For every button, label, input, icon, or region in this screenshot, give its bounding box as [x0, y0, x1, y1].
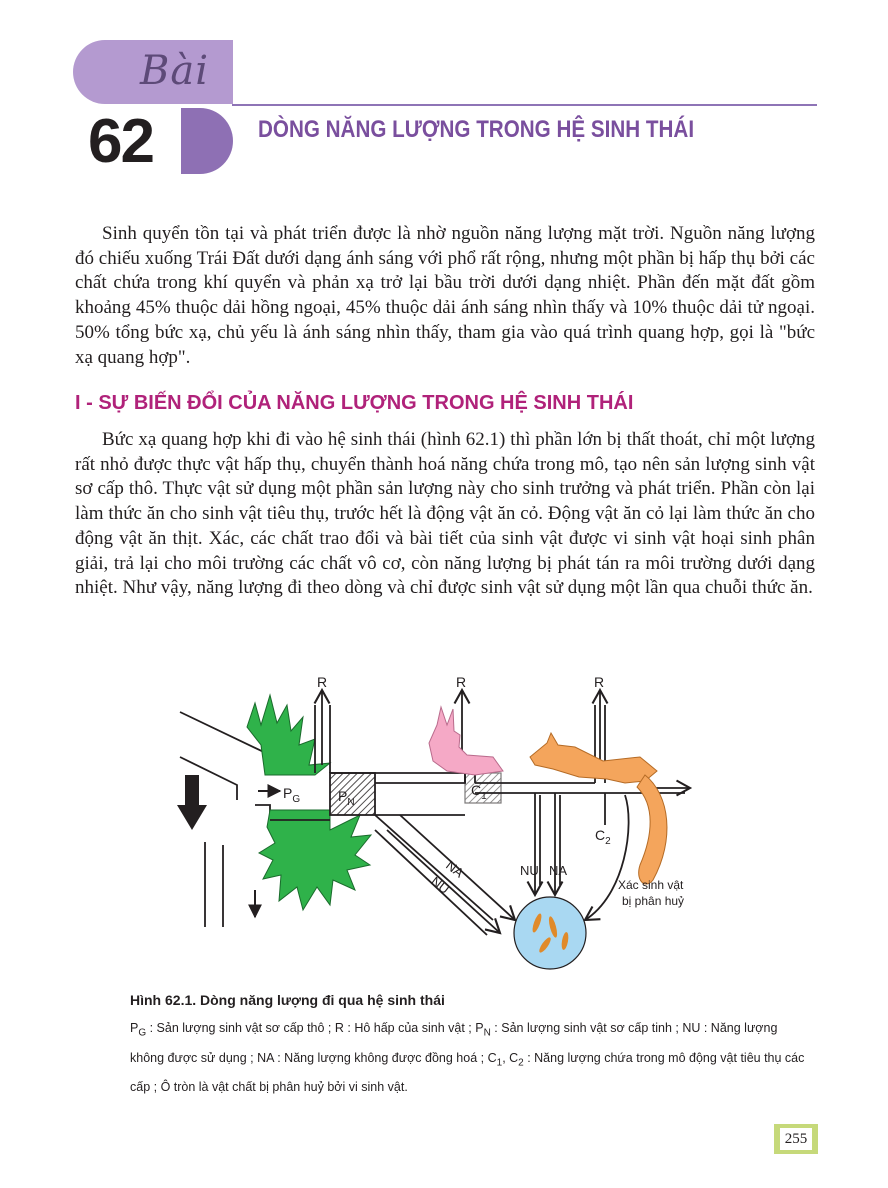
legend-c2-sub: 2	[518, 1057, 524, 1068]
r-label-1: R	[317, 674, 328, 690]
fox-illustration	[530, 733, 667, 884]
bai-label: Bài	[140, 48, 210, 94]
legend-c1-symbol: C	[487, 1050, 497, 1065]
figure-legend	[130, 1016, 810, 1099]
decomposed-label-2: bị phân huỷ	[622, 894, 685, 908]
section-heading: I - SỰ BIẾN ĐỔI CỦA NĂNG LƯỢNG TRONG HỆ SINH THÁI	[75, 392, 634, 414]
decomposer-circle	[514, 897, 586, 969]
lesson-number: 62	[88, 107, 153, 176]
r-label-3: R	[594, 674, 605, 690]
r-label-2: R	[456, 674, 467, 690]
page-number: 255	[780, 1128, 812, 1150]
section-paragraph: Bức xạ quang hợp khi đi vào hệ sinh thái (hình 62.1) thì phần lớn bị thất thoát, chỉ một lượng rất nhỏ được thực vật hấp thụ, chuyển thành hoá năng chứa trong mô, tạo nên sản lượng sinh vật sơ cấp thô. Thực vật sử dụng một phần sản lượng này cho sinh trưởng và phát triển. Phần còn lại làm thức ăn cho sinh vật tiêu thụ, trước hết là động vật ăn cỏ. Động vật ăn cỏ lại làm thức ăn cho động vật ăn thịt. Xác, các chất trao đổi và bài tiết của sinh vật được vi sinh vật hoại sinh phân giải, trả lại cho môi trường các chất vô cơ, còn năng lượng bị phát tán ra môi trường dưới dạng nhiệt. Như vậy, năng lượng đi theo dòng và chỉ được sinh vật sử dụng một lần qua chuỗi thức ăn.	[75, 429, 815, 599]
legend-r-text: R : Hô hấp của sinh vật ;	[334, 1021, 476, 1035]
pn-label: $P_N$	[338, 788, 355, 808]
c2-label: $C_2$	[595, 827, 611, 847]
legend-pg-text: : Sản lượng sinh vật sơ cấp thô ;	[146, 1021, 335, 1035]
legend-comma: ,	[502, 1050, 510, 1065]
pn-box	[330, 773, 375, 815]
c1-label: $C_1$	[471, 782, 487, 802]
legend-pn-symbol: P	[475, 1021, 484, 1035]
lesson-header	[0, 0, 888, 190]
na-label-left: NA	[443, 857, 467, 881]
rabbit-illustration	[429, 707, 503, 775]
legend-pn-sub: N	[483, 1027, 491, 1039]
na-label-mid: NA	[549, 863, 568, 878]
pg-label: $P_G$	[283, 785, 301, 805]
decomposed-label-1: Xác sinh vật	[618, 878, 684, 892]
legend-pg-sub: G	[138, 1027, 147, 1039]
nu-label-mid: NU	[520, 863, 539, 878]
legend-pg-symbol: P	[130, 1021, 139, 1035]
figure-caption-title: Hình 62.1. Dòng năng lượng đi qua hệ sinh thái	[130, 992, 445, 1008]
legend-c-text: : Năng lượng chứa trong mô động vật tiêu thụ các cấp ; Ô tròn là vật chất bị phân huỷ bởi vi sinh vật.	[130, 1050, 805, 1094]
legend-c2-symbol: C	[509, 1050, 519, 1065]
nu-label-left: NU	[428, 873, 453, 897]
downward-arrows	[177, 775, 255, 927]
intro-paragraph: Sinh quyển tồn tại và phát triển được là nhờ nguồn năng lượng mặt trời. Nguồn năng lượng đó chiếu xuống Trái Đất dưới dạng ánh sáng với phổ rất rộng, nhưng một phần bị hấp thụ bởi các chất chứa trong khí quyển và phản xạ trở lại bầu trời dưới dạng nhiệt. Phần đến mặt đất gồm khoảng 45% thuộc dải hồng ngoại, 45% thuộc dải ánh sáng nhìn thấy và 10% thuộc dải tử ngoại. 50% tổng bức xạ, chủ yếu là ánh sáng nhìn thấy, tham gia vào quá trình quang hợp, gọi là "bức xạ quang hợp".	[75, 223, 815, 368]
lesson-title: DÒNG NĂNG LƯỢNG TRONG HỆ SINH THÁI	[258, 116, 695, 143]
legend-c1-sub: 1	[496, 1057, 503, 1068]
header-rule	[232, 104, 817, 106]
page-number-badge	[774, 1124, 818, 1154]
legend-pn-text: : Sản lượng sinh vật sơ cấp tinh ; NU : Năng lượng không được sử dụng ; NA : Năng lượng không được đồng hoá ;	[130, 1021, 778, 1065]
energy-flow-diagram	[175, 665, 715, 985]
